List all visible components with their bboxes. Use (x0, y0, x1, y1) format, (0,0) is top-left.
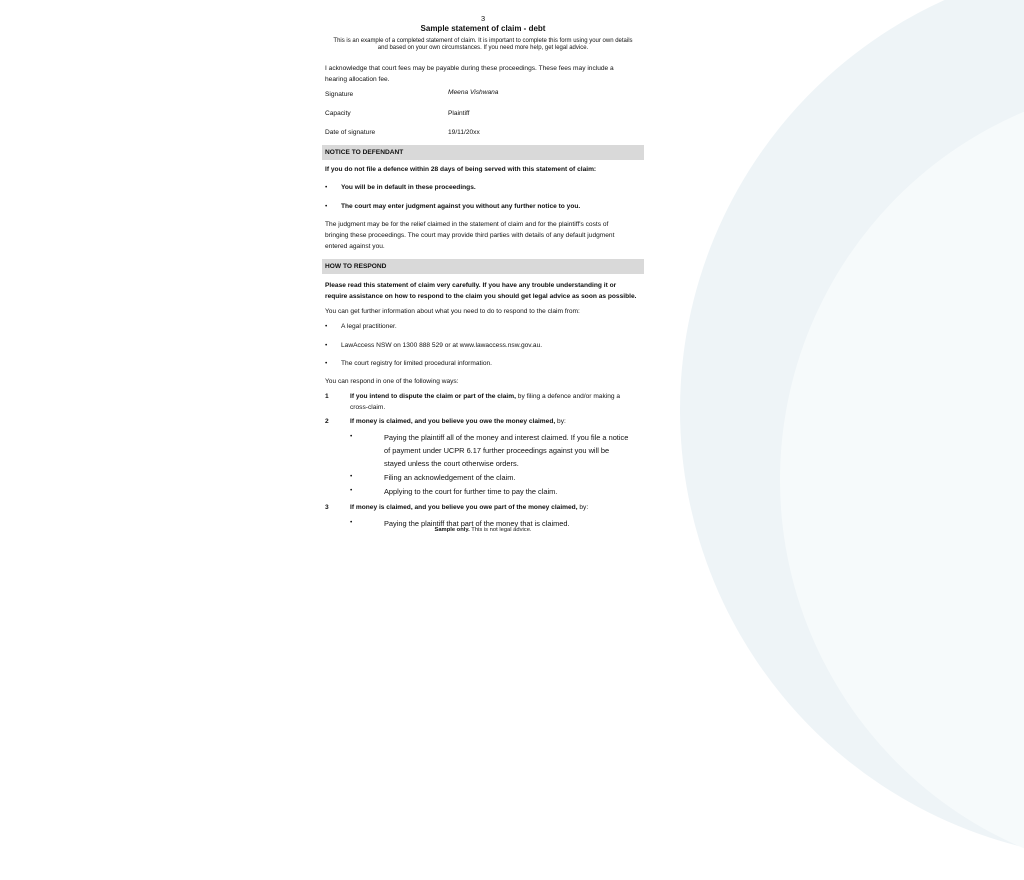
item-1-bold: If you intend to dispute the claim or part of the claim, (350, 393, 516, 400)
item-2-bullet-1c: stayed unless the court otherwise orders. (384, 459, 519, 468)
date-label: Date of signature (325, 129, 376, 136)
signature-label: Signature (325, 91, 354, 98)
item-number: 2 (325, 418, 329, 425)
item-2-bullet-3: Applying to the court for further time to pay the claim. (384, 487, 558, 496)
footer-bold: Sample only. (434, 527, 470, 533)
bullet-glyph: • (325, 203, 328, 210)
item-3-bullet: Paying the plaintiff that part of the money that is claimed. (384, 519, 570, 528)
respond-heading: HOW TO RESPOND (322, 259, 644, 274)
capacity-value: Plaintiff (448, 110, 470, 117)
respond-lead-2: require assistance on how to respond to the claim you should get legal advice as soon as possible. (325, 293, 637, 300)
acknowledge-line-1: I acknowledge that court fees may be payable during these proceedings. These fees may include a (325, 65, 614, 72)
item-2-bold: If money is claimed, and you believe you owe the money claimed, (350, 418, 556, 425)
item-2-text (350, 417, 566, 427)
bullet-glyph: • (350, 473, 353, 480)
ways-intro: You can respond in one of the following ways: (325, 378, 459, 385)
item-1-line-2: cross-claim. (350, 404, 386, 411)
document-page (320, 12, 646, 537)
page-title: Sample statement of claim - debt (420, 24, 546, 33)
item-number: 1 (325, 393, 329, 400)
item-2-bullet-1a: Paying the plaintiff all of the money and interest claimed. If you file a notice (384, 433, 629, 442)
notice-heading: NOTICE TO DEFENDANT (322, 145, 644, 160)
notice-lead: If you do not file a defence within 28 days of being served with this statement of claim: (325, 166, 597, 173)
bullet-glyph: • (325, 323, 328, 330)
bullet-glyph: • (325, 360, 328, 367)
page-number: 3 (480, 14, 486, 23)
notice-bullet-2: The court may enter judgment against you without any further notice to you. (341, 203, 581, 210)
info-bullet-3: The court registry for limited procedural information. (341, 360, 492, 367)
footer-rest: This is not legal advice. (469, 527, 532, 533)
intro-line-2: and based on your own circumstances. If you need more help, get legal advice. (377, 45, 589, 51)
bullet-glyph: • (350, 487, 353, 494)
intro-line-1: This is an example of a completed statement of claim. It is important to complete this form using your own details (333, 38, 633, 44)
item-1-text (350, 392, 620, 402)
acknowledge-line-2: hearing allocation fee. (325, 76, 390, 83)
notice-para-3: entered against you. (325, 243, 385, 250)
item-2-rest: by: (555, 418, 566, 425)
bullet-glyph: • (325, 184, 328, 191)
bullet-glyph: • (325, 342, 328, 349)
info-bullet-2: LawAccess NSW on 1300 888 529 or at www.lawaccess.nsw.gov.au. (341, 342, 543, 349)
notice-para-2: bringing these proceedings. The court may provide third parties with details of any default judgment (325, 232, 615, 239)
footer-note (320, 526, 646, 536)
item-3-rest: by: (577, 504, 589, 511)
notice-bullet-1: You will be in default in these proceedings. (341, 184, 476, 191)
bullet-glyph: • (350, 519, 353, 526)
bullet-glyph: • (350, 433, 353, 440)
item-2-bullet-1b: of payment under UCPR 6.17 further proceedings against you will be (384, 446, 610, 455)
item-3-bold: If money is claimed, and you believe you owe part of the money claimed, (350, 504, 578, 511)
date-value: 19/11/20xx (448, 129, 480, 136)
item-1-rest: by filing a defence and/or making a (515, 393, 621, 400)
respond-lead-1: Please read this statement of claim very carefully. If you have any trouble understanding it or (325, 282, 617, 289)
info-intro: You can get further information about what you need to do to respond to the claim from: (325, 308, 580, 315)
item-2-bullet-2: Filing an acknowledgement of the claim. (384, 473, 516, 482)
signature-value: Meena Vishwana (448, 89, 499, 96)
info-bullet-1: A legal practitioner. (341, 323, 397, 330)
item-number: 3 (325, 504, 329, 511)
notice-para-1: The judgment may be for the relief claimed in the statement of claim and for the plaintiff's costs of (325, 221, 609, 228)
item-3-text (350, 503, 588, 513)
capacity-label: Capacity (325, 110, 351, 117)
